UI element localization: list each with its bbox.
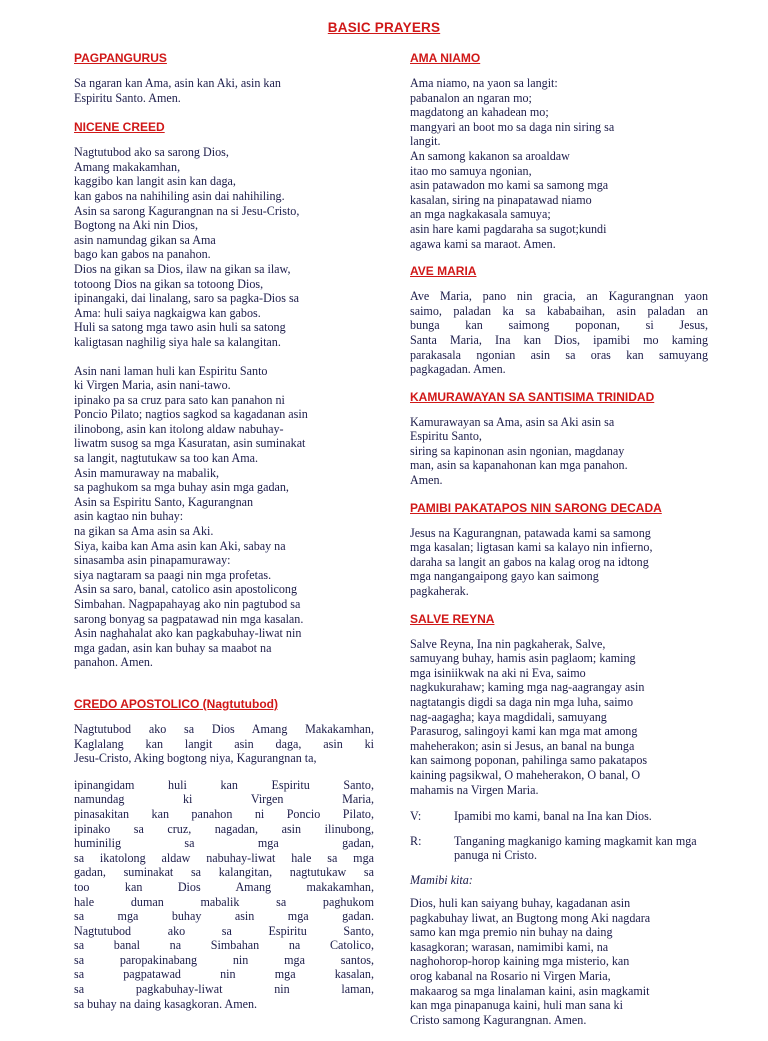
text-line: Kaglalang kan langit asin daga, asin ki xyxy=(74,736,374,751)
text-line: nag-aagagha; kaya magdidali, samuyang xyxy=(410,709,607,724)
text-line: ipinako sa cruz, nagadan, asin ilinubong, xyxy=(74,821,374,836)
text-line: Jesu-Cristo, Aking bogtong niya, Kagurangnan ta, xyxy=(74,751,317,766)
text-line: Poncio Pilato; nagtios sagkod sa kagadanan asin xyxy=(74,407,308,422)
ave-maria-heading: AVE MARIA xyxy=(410,264,477,279)
nicene-creed-section xyxy=(74,119,374,670)
pamibi-text xyxy=(410,526,708,599)
text-line: kaggibo kan langit asin kan daga, xyxy=(74,174,236,189)
kamurawayan-heading: KAMURAWAYAN SA SANTISIMA TRINIDAD xyxy=(410,389,655,404)
text-line: langit. xyxy=(410,134,441,149)
text-line: Ama: huli saiya nagkaigwa kan gabos. xyxy=(74,305,261,320)
text-line: na gikan sa Ama asin sa Aki. xyxy=(74,524,214,539)
text-line: Siya, kaiba kan Ama asin kan Aki, sabay na xyxy=(74,538,286,553)
text-line: Ama niamo, na yaon sa langit: xyxy=(410,76,558,90)
text-line: pinasakitan kan panahon ni Poncio Pilato, xyxy=(74,806,374,821)
response-tag: R: xyxy=(410,833,422,848)
text-line: ipinangaki, dai linalang, saro sa pagka-Dios sa xyxy=(74,291,300,306)
text-line: sa paropakinabang nin mga santos, xyxy=(74,952,374,967)
text-line: magdatong an kahadean mo; xyxy=(410,105,549,120)
text-line: an mga nagkakasala samuya; xyxy=(410,207,551,222)
text-line: mga isiniikwak na aki ni Eva, saimo xyxy=(410,665,586,680)
response-text: Tanganing magkanigo kaming magkamit kan mga panuga ni Cristo. xyxy=(454,833,697,863)
text-line: ipinako pa sa cruz para sato kan panahon ni xyxy=(74,392,285,407)
ama-niamo-section xyxy=(410,50,708,251)
text-line: sa mga buhay asin mga gadan. xyxy=(74,909,374,924)
text-line: Sa ngaran kan Ama, asin kan Aki, asin kan xyxy=(74,76,281,90)
right-column xyxy=(410,50,708,1041)
text-line: mga gadan, asin kan buhay sa maabot na xyxy=(74,640,272,655)
ama-niamo-text xyxy=(410,76,708,251)
text-line: Amang makakamhan, xyxy=(74,159,181,174)
credo-apostolico-paragraph-1 xyxy=(74,722,374,766)
text-line: pagkagadan. Amen. xyxy=(410,362,506,377)
text-line: parakasala ngonian asin sa oras kan samuyang xyxy=(410,347,708,362)
text-line: Huli sa satong mga tawo asin huli sa satong xyxy=(74,320,286,335)
ave-maria-section xyxy=(410,263,708,377)
text-line: orog kabanal na Rosario ni Virgen Maria, xyxy=(410,968,611,983)
text-line: sa langit, nagtutukaw sa too kan Ama. xyxy=(74,451,259,466)
text-line: asin kagtao nin buhay: xyxy=(74,509,184,524)
text-line: Asin naghahalat ako kan pagkabuhay-liwat nin xyxy=(74,626,302,641)
text-line: itao mo samuya ngonian, xyxy=(410,163,532,178)
text-line: pabanalon an ngaran mo; xyxy=(410,90,532,105)
text-line: ipinangidam huli kan Espiritu Santo, xyxy=(74,777,374,792)
text-line: bago kan gabos na panahon. xyxy=(74,247,211,262)
text-line: Asin nani laman huli kan Espiritu Santo xyxy=(74,363,268,378)
pamibi-heading: PAMIBI PAKATAPOS NIN SARONG DECADA xyxy=(410,500,662,515)
text-line: kaligtasan naghilig siya hale sa kalangitan. xyxy=(74,334,281,349)
mamibi-text xyxy=(410,896,708,1027)
text-line: samo kan mga premio nin buhay na daing xyxy=(410,925,613,940)
text-line: gadan, suminakat sa kalangitan, nagtutukaw sa xyxy=(74,865,374,880)
credo-apostolico-subtitle: (Nagtutubod) xyxy=(199,696,278,711)
text-line: daraha sa langit an gabos na kalag orog na idtong xyxy=(410,554,649,569)
versicle-tag: V: xyxy=(410,809,422,824)
text-line: Parasurog, salingoyi kami kan mga mat among xyxy=(410,724,638,739)
text-line: sa ikatolong aldaw nabuhay-liwat hale sa mga xyxy=(74,850,374,865)
kamurawayan-section xyxy=(410,389,708,488)
text-line: Ave Maria, pano nin gracia, an Kagurangnan yaon xyxy=(410,289,708,304)
text-line: kan gabos na nahihiling asin dai nahihiling. xyxy=(74,188,285,203)
text-line: agawa kami sa maraot. Amen. xyxy=(410,236,556,251)
text-line: mga kasalan; ligtasan kami sa kalayo nin infierno, xyxy=(410,540,653,555)
text-line: Kamurawayan sa Ama, asin sa Aki asin sa xyxy=(410,414,615,429)
text-line: samuyang buhay, hamis asin paglaom; kaming xyxy=(410,651,636,666)
text-line: liwatm susog sa mga Kasuratan, asin suminakat xyxy=(74,436,306,451)
salve-reyna-heading: SALVE REYNA xyxy=(410,611,495,626)
response xyxy=(410,834,708,863)
pagpangurus-text xyxy=(74,76,374,105)
credo-apostolico-section xyxy=(74,696,374,1011)
text-line: man, asin sa kapanahonan kan mga panahon. xyxy=(410,458,628,473)
text-line: Bogtong na Aki nin Dios, xyxy=(74,218,198,233)
text-line: totoong Dios na gikan sa totoong Dios, xyxy=(74,276,264,291)
text-line: Jesus na Kagurangnan, patawada kami sa samong xyxy=(410,525,651,540)
text-line: pagkaherak. xyxy=(410,584,469,599)
salve-reyna-text xyxy=(410,637,708,798)
page-title: BASIC PRAYERS xyxy=(327,20,441,35)
text-line: Asin sa Espiritu Santo, Kagurangnan xyxy=(74,494,254,509)
credo-apostolico-title: CREDO APOSTOLICO xyxy=(74,696,200,711)
text-line: too kan Dios Amang makakamhan, xyxy=(74,879,374,894)
pagpangurus-section xyxy=(74,50,374,105)
nicene-creed-paragraph-2 xyxy=(74,364,374,670)
text-line: pagkabuhay liwat, an Bugtong mong Aki nagdara xyxy=(410,910,651,925)
text-line: saimo, paladan ka sa kababaihan, asin paladan an xyxy=(410,303,708,318)
versicle xyxy=(410,809,708,824)
text-line: kasalan, siring na pinapatawad niamo xyxy=(410,192,592,207)
text-line: Dios na gikan sa Dios, ilaw na gikan sa ilaw, xyxy=(74,261,291,276)
salve-reyna-section xyxy=(410,611,708,863)
text-line: Espiritu Santo, xyxy=(410,429,482,444)
text-line: nagtatangis digdi sa daga nin mga luha, saimo xyxy=(410,695,634,709)
text-line: An samong kakanon sa aroaldaw xyxy=(410,148,570,163)
ave-maria-text xyxy=(410,289,708,377)
text-line: Nagtutubod ako sa sarong Dios, xyxy=(74,145,229,160)
kamurawayan-text xyxy=(410,415,708,488)
nicene-creed-paragraph-1 xyxy=(74,145,374,349)
text-line: makaarog sa mga linalaman kaini, asin magkamit xyxy=(410,983,650,998)
text-line: kaining pagsikwal, O maheherakon, O banal, O xyxy=(410,767,641,782)
text-line: mahamis na Virgen Maria. xyxy=(410,782,539,797)
pamibi-section xyxy=(410,500,708,599)
pagpangurus-heading: PAGPANGURUS xyxy=(74,51,167,65)
text-line: Asin sa sarong Kagurangnan na si Jesu-Cristo, xyxy=(74,203,300,218)
text-line: Cristo samong Kagurangnan. Amen. xyxy=(410,1012,587,1027)
text-line: Dios, huli kan saiyang buhay, kagadanan asin xyxy=(410,895,631,910)
text-line: namundag ki Virgen Maria, xyxy=(74,792,374,807)
text-line: Nagtutubod ako sa Espiritu Santo, xyxy=(74,923,374,938)
text-line: kasagkoran; warasan, namimibi kami, na xyxy=(410,939,609,954)
text-line: Asin sa saro, banal, catolico asin apostolicong xyxy=(74,582,298,597)
text-line: hale duman mabalik sa paghukom xyxy=(74,894,374,909)
text-line: sa buhay na daing kasagkoran. Amen. xyxy=(74,996,258,1011)
text-line: asin patawadon mo kami sa samong mga xyxy=(410,178,609,193)
text-line: ilinobong, asin kan itolong aldaw nabuhay- xyxy=(74,421,284,436)
text-line: sarong bonyag sa pagpatawad nin mga kasalan. xyxy=(74,611,304,626)
text-line: mga nangangaipong gayo kan saimong xyxy=(410,569,599,584)
text-line: ki Virgen Maria, asin nani-tawo. xyxy=(74,378,231,393)
left-column xyxy=(74,50,374,1025)
text-line: Santa Maria, Ina kan Dios, ipamibi mo kaming xyxy=(410,332,708,347)
ama-niamo-heading: AMA NIAMO xyxy=(410,51,481,65)
nicene-creed-heading: NICENE CREED xyxy=(74,120,165,135)
text-line: Nagtutubod ako sa Dios Amang Makakamhan, xyxy=(74,721,374,736)
text-line: naghohorop-horop kaining mga misterio, kan xyxy=(410,954,630,969)
text-line: mangyari an boot mo sa daga nin siring sa xyxy=(410,119,615,134)
text-line: Espiritu Santo. Amen. xyxy=(74,90,181,105)
text-line: Amen. xyxy=(410,473,443,488)
mamibi-label: Mamibi kita: xyxy=(410,872,473,887)
text-line: sa pagpatawad nin mga kasalan, xyxy=(74,967,374,982)
versicle-text: Ipamibi mo kami, banal na Ina kan Dios. xyxy=(454,809,652,824)
text-line: sinasamba asin pinapamuraway: xyxy=(74,553,231,568)
text-line: sa pagkabuhay-liwat nin laman, xyxy=(74,982,374,997)
text-line: huminilig sa mga gadan, xyxy=(74,836,374,851)
text-line: nagkukurahaw; kaming mga nag-aagrangay asin xyxy=(410,680,645,695)
text-line: maheherakon; asin si Jesus, an banal na bunga xyxy=(410,738,635,753)
credo-apostolico-heading xyxy=(74,696,374,712)
text-line: siring sa kapinonan asin ngonian, magdanay xyxy=(410,443,625,458)
text-line: kan saimong poponan, pahilinga samo pakatapos xyxy=(410,753,648,768)
text-line: kan mga pinapanuga kaini, huli man sana ki xyxy=(410,998,623,1013)
credo-apostolico-paragraph-2 xyxy=(74,778,374,1012)
text-line: asin hare kami pagdaraha sa sugot;kundi xyxy=(410,221,607,236)
text-line: Simbahan. Nagpapahayag ako nin pagtubod sa xyxy=(74,597,301,611)
text-line: Salve Reyna, Ina nin pagkaherak, Salve, xyxy=(410,636,606,651)
text-line: sa paghukom sa mga buhay asin mga gadan, xyxy=(74,480,289,495)
text-line: panahon. Amen. xyxy=(74,655,153,670)
text-line: asin namundag gikan sa Ama xyxy=(74,232,216,247)
text-line: bunga kan saimong poponan, si Jesus, xyxy=(410,318,708,333)
text-line: sa banal na Simbahan na Catolico, xyxy=(74,938,374,953)
text-line: siya nagtaram sa paagi nin mga profetas. xyxy=(74,567,272,582)
mamibi-section xyxy=(410,873,708,1027)
text-line: Asin mamuraway na mabalik, xyxy=(74,465,220,480)
